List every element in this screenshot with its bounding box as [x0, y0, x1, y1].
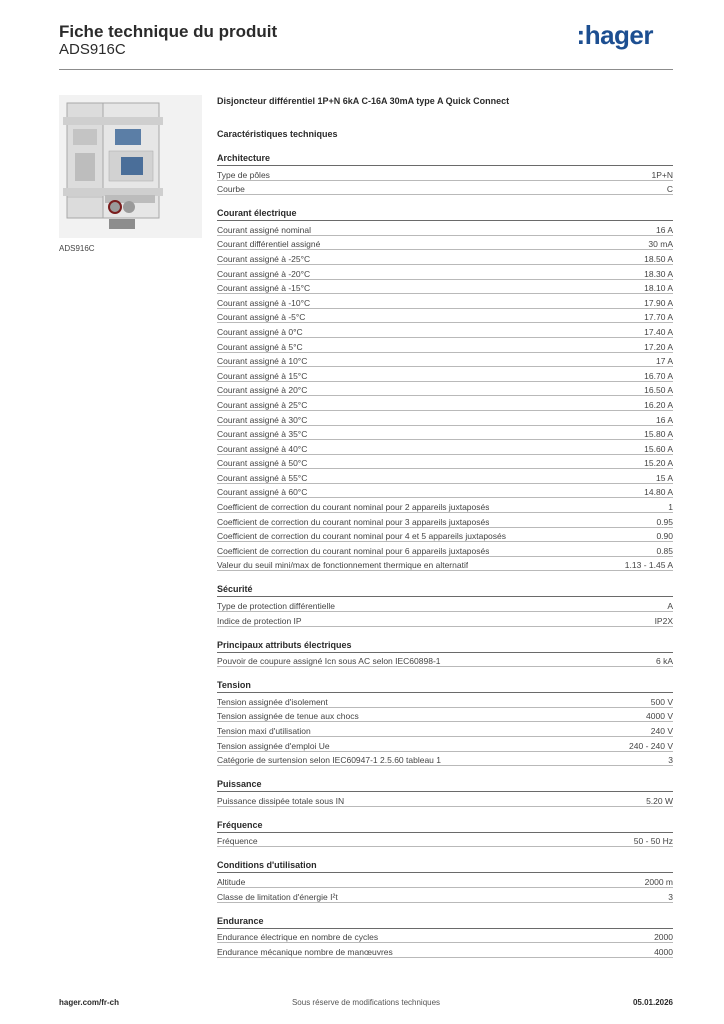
spec-label: Indice de protection IP [217, 615, 302, 626]
spec-value: 15.20 A [644, 458, 673, 469]
spec-value: 4000 V [646, 711, 673, 722]
spec-row [217, 708, 673, 723]
spec-value: 16 A [655, 224, 673, 235]
spec-value: 16 A [655, 414, 673, 425]
spec-label: Courant assigné à -10°C [217, 297, 311, 308]
spec-row [217, 382, 673, 397]
spec-value: 3 [668, 891, 673, 902]
spec-section [217, 680, 673, 766]
spec-label: Catégorie de surtension selon IEC60947-1 2.5.60 tableau 1 [217, 755, 441, 766]
spec-label: Courant assigné à 35°C [217, 429, 308, 440]
spec-value: C [666, 184, 673, 195]
spec-row [217, 693, 673, 708]
spec-value: 16.50 A [644, 385, 673, 396]
spec-value: 15.60 A [644, 443, 673, 454]
hager-logo: :hager [576, 20, 653, 50]
spec-value: 1.13 - 1.45 A [624, 560, 673, 571]
spec-value: 17.90 A [644, 297, 673, 308]
spec-label: Courant assigné à -5°C [217, 312, 306, 323]
spec-row [217, 396, 673, 411]
spec-row [217, 612, 673, 627]
spec-value: 6 kA [655, 656, 673, 667]
product-reference: ADS916C [59, 41, 126, 58]
section-title: Principaux attributs électriques [217, 640, 673, 653]
spec-value: 15.80 A [644, 429, 673, 440]
spec-label: Courant assigné à 0°C [217, 326, 303, 337]
spec-section [217, 153, 673, 195]
spec-row [217, 597, 673, 612]
spec-label: Courant assigné à 20°C [217, 385, 308, 396]
spec-row [217, 166, 673, 181]
spec-label: Courant assigné à 30°C [217, 414, 308, 425]
spec-label: Courant assigné à -25°C [217, 253, 311, 264]
spec-label: Coefficient de correction du courant nominal pour 3 appareils juxtaposés [217, 516, 490, 527]
spec-row [217, 943, 673, 958]
spec-value: 0.90 [656, 531, 673, 542]
spec-row [217, 792, 673, 807]
spec-row [217, 722, 673, 737]
spec-label: Courant assigné à 50°C [217, 458, 308, 469]
spec-section [217, 916, 673, 958]
spec-label: Coefficient de correction du courant nominal pour 6 appareils juxtaposés [217, 545, 490, 556]
spec-value: 18.10 A [644, 283, 673, 294]
spec-row [217, 250, 673, 265]
spec-label: Fréquence [217, 836, 258, 847]
spec-row [217, 221, 673, 236]
spec-row [217, 653, 673, 668]
spec-label: Tension assignée d'isolement [217, 696, 328, 707]
spec-row [217, 498, 673, 513]
spec-value: A [667, 601, 673, 612]
spec-value: 240 - 240 V [629, 740, 673, 751]
spec-row [217, 236, 673, 251]
image-caption: ADS916C [59, 244, 95, 253]
spec-row [217, 338, 673, 353]
spec-label: Courant assigné à 40°C [217, 443, 308, 454]
specs-heading: Caractéristiques techniques [217, 129, 338, 139]
spec-value: 2000 [654, 932, 673, 943]
spec-label: Puissance dissipée totale sous IN [217, 795, 345, 806]
spec-label: Courant assigné à 60°C [217, 487, 308, 498]
spec-row [217, 440, 673, 455]
spec-label: Coefficient de correction du courant nominal pour 4 et 5 appareils juxtaposés [217, 531, 507, 542]
spec-label: Courbe [217, 184, 245, 195]
spec-row [217, 833, 673, 848]
spec-label: Endurance mécanique nombre de manœuvres [217, 946, 393, 957]
circuit-breaker-illustration [59, 95, 202, 238]
spec-content [217, 96, 673, 958]
spec-row [217, 752, 673, 767]
spec-value: IP2X [654, 615, 673, 626]
spec-label: Type de protection différentielle [217, 601, 335, 612]
spec-label: Courant assigné à -20°C [217, 268, 311, 279]
spec-row [217, 513, 673, 528]
spec-label: Courant assigné à 10°C [217, 356, 308, 367]
spec-value: 2000 m [644, 876, 673, 887]
spec-value: 50 - 50 Hz [633, 836, 673, 847]
section-title: Endurance [217, 916, 673, 929]
spec-section [217, 779, 673, 807]
spec-label: Courant assigné à 5°C [217, 341, 303, 352]
spec-row [217, 542, 673, 557]
spec-value: 18.30 A [644, 268, 673, 279]
spec-value: 5.20 W [646, 795, 673, 806]
spec-row [217, 426, 673, 441]
spec-row [217, 929, 673, 944]
spec-label: Type de pôles [217, 169, 270, 180]
spec-row [217, 265, 673, 280]
spec-row [217, 469, 673, 484]
spec-label: Tension assignée de tenue aux chocs [217, 711, 359, 722]
section-title: Architecture [217, 153, 673, 166]
spec-row [217, 888, 673, 903]
spec-value: 18.50 A [644, 253, 673, 264]
spec-section [217, 860, 673, 902]
spec-label: Valeur du seuil mini/max de fonctionnement thermique en alternatif [217, 560, 469, 571]
spec-value: 15 A [655, 472, 673, 483]
spec-label: Pouvoir de coupure assigné Icn sous AC selon IEC60898-1 [217, 656, 441, 667]
header-divider [59, 69, 673, 70]
spec-label: Courant assigné à 25°C [217, 399, 308, 410]
spec-row [217, 367, 673, 382]
spec-value: 16.70 A [644, 370, 673, 381]
spec-value: 1 [668, 502, 673, 513]
spec-label: Tension assignée d'emploi Ue [217, 740, 330, 751]
spec-row [217, 323, 673, 338]
section-title: Tension [217, 680, 673, 693]
spec-value: 16.20 A [644, 399, 673, 410]
spec-row [217, 353, 673, 368]
page-title: Fiche technique du produit [59, 22, 278, 41]
spec-value: 0.95 [656, 516, 673, 527]
spec-section [217, 820, 673, 848]
spec-label: Courant différentiel assigné [217, 239, 321, 250]
spec-value: 0.85 [656, 545, 673, 556]
spec-row [217, 181, 673, 196]
spec-value: 4000 [654, 946, 673, 957]
spec-row [217, 294, 673, 309]
spec-label: Endurance électrique en nombre de cycles [217, 932, 379, 943]
spec-value: 17 A [655, 356, 673, 367]
spec-label: Classe de limitation d'énergie I²t [217, 891, 338, 902]
spec-label: Courant assigné nominal [217, 224, 312, 235]
footer-date: 05.01.2026 [632, 998, 673, 1007]
spec-row [217, 455, 673, 470]
spec-value: 17.40 A [644, 326, 673, 337]
spec-section [217, 584, 673, 626]
section-title: Puissance [217, 779, 673, 792]
spec-label: Courant assigné à 15°C [217, 370, 308, 381]
footer-website: hager.com/fr-ch [59, 998, 120, 1007]
spec-sections [217, 153, 673, 958]
spec-value: 1P+N [651, 169, 673, 180]
spec-label: Tension maxi d'utilisation [217, 726, 311, 736]
spec-row [217, 557, 673, 572]
spec-value: 17.70 A [644, 312, 673, 323]
spec-row [217, 484, 673, 499]
footer-disclaimer: Sous réserve de modifications techniques [291, 998, 441, 1007]
spec-value: 17.20 A [644, 341, 673, 352]
spec-row [217, 309, 673, 324]
spec-section [217, 640, 673, 668]
spec-section [217, 208, 673, 571]
spec-row [217, 737, 673, 752]
section-title: Fréquence [217, 820, 673, 833]
product-description: Disjoncteur différentiel 1P+N 6kA C-16A 30mA type A Quick Connect [217, 96, 510, 106]
spec-value: 240 V [650, 726, 673, 736]
spec-label: Courant assigné à 55°C [217, 472, 308, 483]
spec-value: 30 mA [648, 239, 673, 250]
spec-row [217, 873, 673, 888]
section-title: Courant électrique [217, 208, 673, 221]
spec-row [217, 411, 673, 426]
page-footer [59, 998, 673, 1010]
section-title: Sécurité [217, 584, 673, 597]
spec-label: Altitude [217, 876, 246, 887]
spec-row [217, 280, 673, 295]
spec-label: Courant assigné à -15°C [217, 283, 311, 294]
section-title: Conditions d'utilisation [217, 860, 673, 873]
product-image [59, 95, 202, 238]
spec-value: 3 [668, 755, 673, 766]
spec-label: Coefficient de correction du courant nominal pour 2 appareils juxtaposés [217, 502, 490, 513]
spec-value: 500 V [650, 696, 673, 707]
page-header [59, 22, 673, 68]
spec-value: 14.80 A [644, 487, 673, 498]
spec-row [217, 528, 673, 543]
